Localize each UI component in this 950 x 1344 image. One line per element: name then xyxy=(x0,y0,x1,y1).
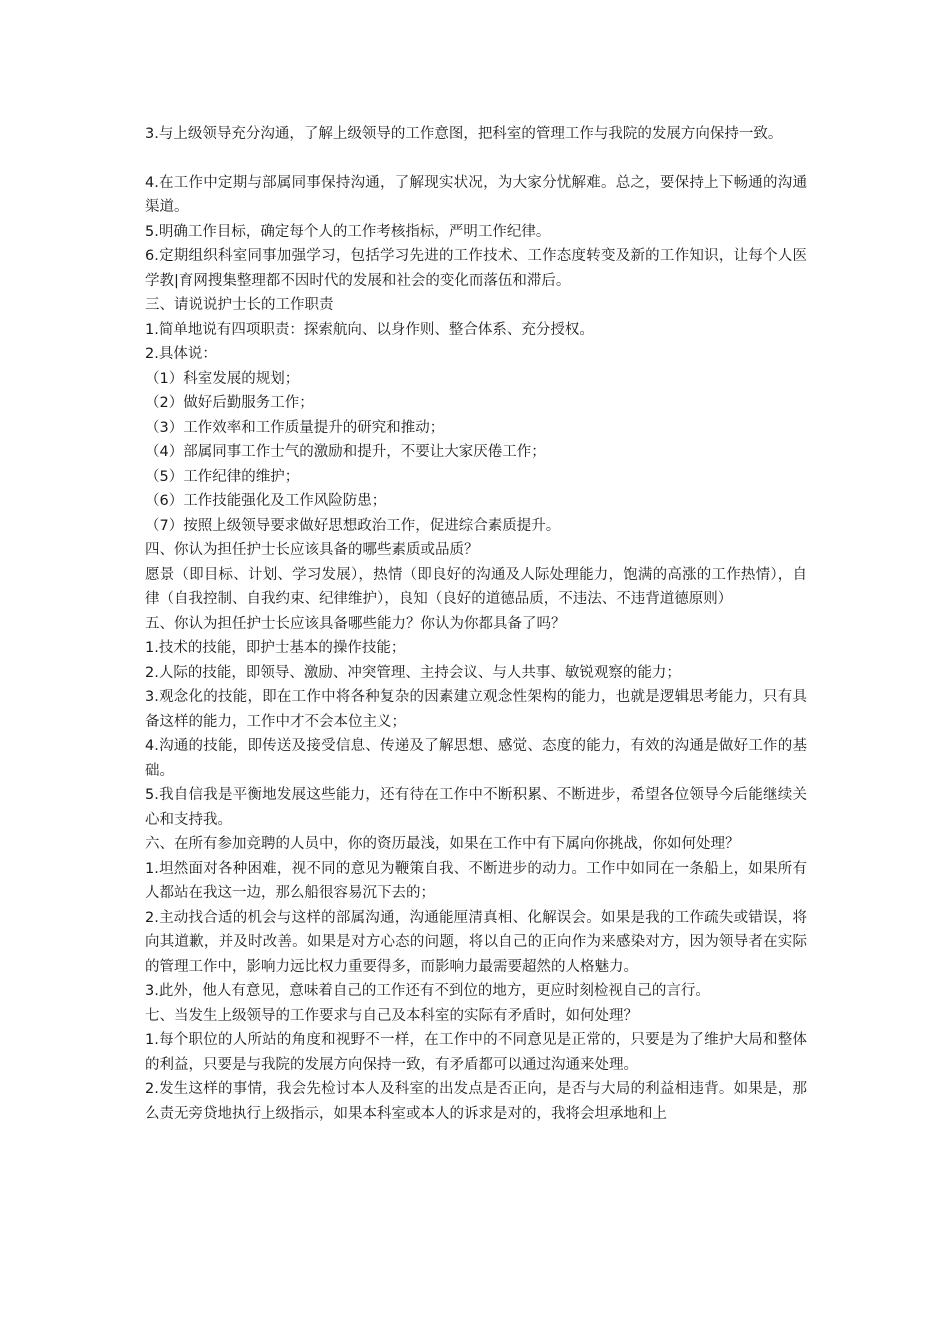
blank-line xyxy=(145,147,807,171)
list-item: （3）工作效率和工作质量提升的研究和推动； xyxy=(145,419,445,436)
paragraph: 1.每个职位的人所站的角度和视野不一样，在工作中的不同意见是正常的，只要是为了维护大局和整体的利益，只要是与我院的发展方向保持一致，有矛盾都可以通过沟通来处理。 xyxy=(145,1032,807,1073)
section-heading: 七、当发生上级领导的工作要求与自己及本科室的实际有矛盾时，如何处理？ xyxy=(145,1007,638,1024)
paragraph: 1.简单地说有四项职责：探索航向、以身作则、整合体系、充分授权。 xyxy=(145,321,594,338)
paragraph: 2.主动找合适的机会与这样的部属沟通，沟通能厘清真相、化解误会。如果是我的工作疏失或错误，将向其道歉，并及时改善。如果是对方心态的问题，将以自己的正向作为来感染对方，因为领导者在实际的管理工作中，影响力远比权力重要得多，而影响力最需要超然的人格魅力。 xyxy=(145,909,807,975)
paragraph: 3.此外，他人有意见，意味着自己的工作还有不到位的地方，更应时刻检视自己的言行。 xyxy=(145,983,710,999)
list-item: （7）按照上级领导要求做好思想政治工作，促进综合素质提升。 xyxy=(145,517,561,534)
paragraph: 1.技术的技能，即护士基本的操作技能； xyxy=(145,640,406,656)
list-item: （1）科室发展的规划； xyxy=(145,370,300,387)
list-item: （6）工作技能强化及工作风险防患； xyxy=(145,493,387,509)
section-heading: 四、你认为担任护士长应该具备的哪些素质或品质？ xyxy=(145,542,479,558)
paragraph: 6.定期组织科室同事加强学习，包括学习先进的工作技术、工作态度转变及新的工作知识，让每个人医学教|育网搜集整理都不因时代的发展和社会的变化而落伍和滞后。 xyxy=(145,248,807,289)
paragraph: 2.人际的技能，即领导、激励、冲突管理、主持会议、与人共事、敏锐观察的能力； xyxy=(145,664,681,681)
paragraph: 3.与上级领导充分沟通，了解上级领导的工作意图，把科室的管理工作与我院的发展方向保持一致。 xyxy=(145,126,783,142)
paragraph: 1.坦然面对各种困难，视不同的意见为鞭策自我、不断进步的动力。工作中如同在一条船上，如果所有人都站在我这一边，那么船很容易沉下去的； xyxy=(145,860,807,901)
list-item: （2）做好后勤服务工作； xyxy=(145,395,314,411)
paragraph: 4.沟通的技能，即传送及接受信息、传递及了解思想、感觉、态度的能力，有效的沟通是做好工作的基础。 xyxy=(145,738,807,779)
section-heading: 三、请说说护士长的工作职责 xyxy=(145,297,334,313)
paragraph: 愿景（即目标、计划、学习发展），热情（即良好的沟通及人际处理能力，饱满的高涨的工作热情），自律（自我控制、自我约束、纪律维护），良知（良好的道德品质，不违法、不违背道德原则） xyxy=(145,566,807,607)
paragraph: 5.我自信我是平衡地发展这些能力，还有待在工作中不断积累、不断进步，希望各位领导今后能继续关心和支持我。 xyxy=(145,787,807,828)
paragraph: 2.具体说： xyxy=(145,346,217,362)
paragraph: 5.明确工作目标，确定每个人的工作考核指标，严明工作纪律。 xyxy=(145,223,551,240)
section-heading: 六、在所有参加竞聘的人员中，你的资历最浅，如果在工作中有下属向你挑战，你如何处理？ xyxy=(145,836,740,852)
section-heading: 五、你认为担任护士长应该具备哪些能力？你认为你都具备了吗？ xyxy=(145,615,566,632)
list-item: （5）工作纪律的维护； xyxy=(145,468,300,485)
document-body xyxy=(145,122,807,1126)
list-item: （4）部属同事工作士气的激励和提升，不要让大家厌倦工作； xyxy=(145,444,546,460)
paragraph: 3.观念化的技能，即在工作中将各种复杂的因素建立观念性架构的能力，也就是逻辑思考能力，只有具备这样的能力，工作中才不会本位主义； xyxy=(145,689,807,730)
paragraph: 2.发生这样的事情，我会先检讨本人及科室的出发点是否正向，是否与大局的利益相违背。如果是，那么责无旁贷地执行上级指示，如果本科室或本人的诉求是对的，我将会坦承地和上 xyxy=(145,1081,807,1122)
paragraph: 4.在工作中定期与部属同事保持沟通，了解现实状况，为大家分忧解难。总之，要保持上下畅通的沟通渠道。 xyxy=(145,174,807,215)
